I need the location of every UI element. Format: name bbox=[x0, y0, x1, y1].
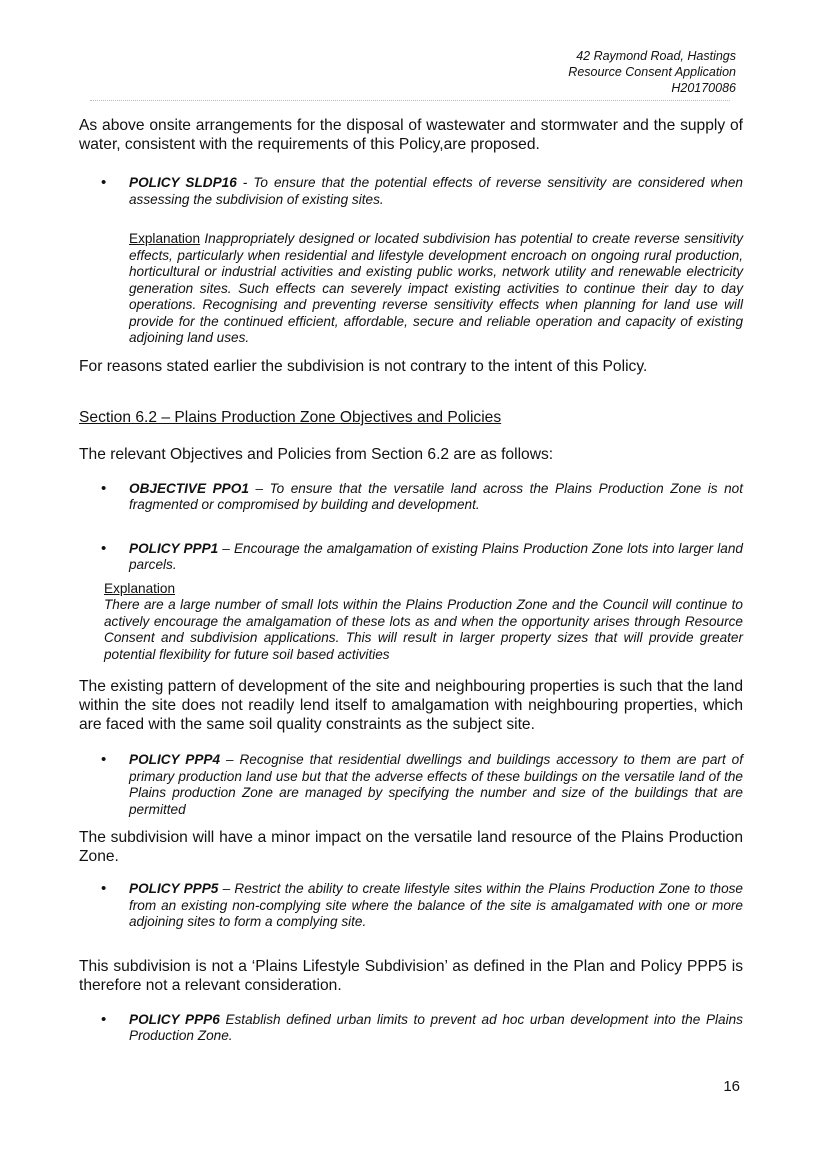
section-heading: Section 6.2 – Plains Production Zone Objectives and Policies bbox=[79, 408, 502, 426]
policy-title: POLICY SLDP16 bbox=[129, 175, 237, 190]
policy-ppp4 bbox=[79, 752, 743, 818]
policy-sldp16 bbox=[79, 175, 743, 208]
policy-title: POLICY PPP6 bbox=[129, 1011, 220, 1027]
paragraph-minor-impact: The subdivision will have a minor impact on the versatile land resource of the Plains Production Zone. bbox=[79, 829, 743, 865]
explanation-text: Inappropriately designed or located subdivision has potential to create reverse sensitivity effects, particularly when residential and lifestyle development encroach on ongoing rural production, horticultural or industrial activities and existing public works, network utility and renewable electricity generation sites. Such effects can severely impact existing activities to continue their day to day operations. Recognising and preventing reverse sensitivity effects when planning for land use will provide for the continued efficient, affordable, secure and reliable operation and capacity of existing adjoining land uses. bbox=[129, 231, 743, 345]
header-application-type: Resource Consent Application bbox=[568, 65, 736, 79]
policy-ppp1 bbox=[79, 541, 743, 574]
policy-text: Establish defined urban limits to prevent ad hoc urban development into the Plains Production Zone. bbox=[129, 1011, 743, 1043]
policy-text: - To ensure that the potential effects of reverse sensitivity are considered when assessing the subdivision of existing sites. bbox=[129, 175, 743, 207]
policy-ppp5 bbox=[79, 881, 743, 931]
policy-ppp6 bbox=[79, 1012, 743, 1045]
explanation-label: Explanation bbox=[104, 580, 176, 596]
bullet-icon: • bbox=[101, 1010, 107, 1028]
policy-text: – Encourage the amalgamation of existing Plains Production Zone lots into larger land parcels. bbox=[129, 540, 743, 572]
header-reference: H20170086 bbox=[671, 81, 736, 95]
document-body bbox=[79, 116, 743, 1045]
explanation-label: Explanation bbox=[129, 231, 201, 246]
policy-title: POLICY PPP4 bbox=[129, 752, 221, 767]
policy-title: POLICY PPP1 bbox=[129, 540, 219, 556]
paragraph-relevant-objectives: The relevant Objectives and Policies from Section 6.2 are as follows: bbox=[79, 445, 554, 463]
objective-title: OBJECTIVE PPO1 bbox=[129, 480, 249, 496]
bullet-icon: • bbox=[101, 751, 107, 768]
scan-artifact-line bbox=[90, 100, 730, 101]
objective-ppo1 bbox=[79, 481, 743, 514]
bullet-icon: • bbox=[101, 880, 107, 897]
page-number: 16 bbox=[723, 1078, 740, 1095]
policy-text: – Restrict the ability to create lifestyle sites within the Plains Production Zone to those from an existing non-complying site where the balance of the site is amalgamated with one or more adjoining sites to form a complying site. bbox=[129, 881, 743, 929]
policy-title: POLICY PPP5 bbox=[129, 881, 219, 896]
explanation-sldp16 bbox=[79, 231, 743, 347]
policy-text: – Recognise that residential dwellings and buildings accessory to them are part of primary production land use but that the adverse effects of these buildings on the versatile land of the Plains production Zone are managed by specifying the number and size of the buildings that are permitted bbox=[129, 752, 744, 817]
paragraph-wastewater: As above onsite arrangements for the disposal of wastewater and stormwater and the supply of water, consistent with the requirements of this Policy,are proposed. bbox=[79, 117, 743, 153]
page-header bbox=[406, 48, 736, 96]
explanation-text: There are a large number of small lots within the Plains Production Zone and the Council will continue to actively encourage the amalgamation of these lots as and when the opportunity arises through Resource Consent and subdivision applications. This will result in larger property sizes that will provide greater potential flexibility for future soil based activities bbox=[104, 597, 743, 662]
paragraph-lifestyle-subdivision: This subdivision is not a ‘Plains Lifestyle Subdivision’ as defined in the Plan and Policy PPP5 is therefore not a relevant consideration. bbox=[79, 957, 743, 994]
bullet-icon: • bbox=[101, 174, 107, 191]
bullet-icon: • bbox=[101, 479, 107, 497]
paragraph-not-contrary: For reasons stated earlier the subdivision is not contrary to the intent of this Policy. bbox=[79, 357, 648, 375]
objective-text: – To ensure that the versatile land across the Plains Production Zone is not fragmented or compromised by building and development. bbox=[129, 480, 744, 512]
explanation-ppp1 bbox=[79, 581, 743, 664]
paragraph-existing-pattern: The existing pattern of development of the site and neighbouring properties is such that the land within the site does not readily lend itself to amalgamation with neighbouring properties, which are faced with the same soil quality constraints as the subject site. bbox=[79, 678, 743, 733]
bullet-icon: • bbox=[101, 539, 107, 557]
header-address: 42 Raymond Road, Hastings bbox=[576, 49, 736, 63]
